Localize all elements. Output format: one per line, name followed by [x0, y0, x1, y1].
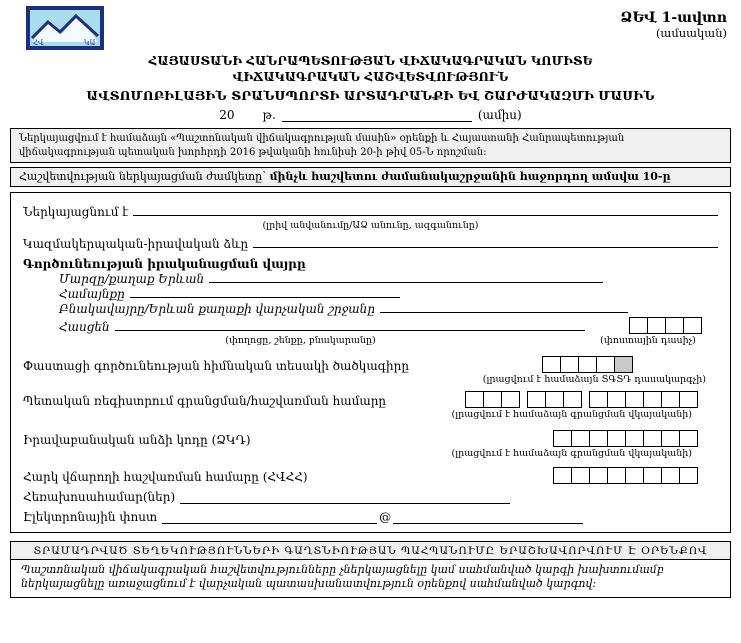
register-cells-part2 — [528, 391, 582, 408]
code-cell — [679, 467, 698, 484]
presenter-caption: (լրիվ անվանումը/ԱՁ անունը, ազգանունը) — [262, 220, 479, 231]
code-cell — [607, 430, 626, 447]
legal-form-fill-line — [253, 247, 718, 248]
code-cell — [589, 467, 608, 484]
armstat-logo-graphic — [26, 6, 104, 50]
presenter-row — [23, 205, 718, 219]
activity-code-cells — [543, 356, 633, 373]
code-cell — [483, 391, 502, 408]
legal-form-label: Կազմակերպական-իրավական ձևը — [23, 237, 249, 251]
date-line — [10, 108, 731, 122]
code-cell — [679, 391, 698, 408]
code-cell — [629, 317, 648, 334]
top-band — [10, 6, 731, 54]
code-cell — [501, 391, 520, 408]
activity-place-label: Գործունեության իրականացման վայրը — [23, 257, 306, 271]
year-suffix: թ. — [262, 108, 276, 122]
code-cell — [661, 430, 680, 447]
register-cells — [466, 391, 698, 408]
settlement-row — [23, 302, 718, 316]
code-cell — [465, 391, 484, 408]
phone-label: Հեռախոսահամար(ներ) — [23, 490, 176, 504]
main-fields-box — [10, 192, 731, 533]
confidentiality-heading: ՏՐԱՄԱԴՐՎԱԾ ՏԵՂԵԿՈՒԹՅՈՒՆՆԵՐԻ ԳԱՂՏՆԻՈՒԹՅԱՆ ՊԱՀՊԱՆՈՒՄԸ ԵՐԱՇԽԱՎՈՐՎՈՒՄ Է ՕՐԵՆՔՈՎ — [11, 542, 730, 560]
code-cell — [607, 391, 626, 408]
postal-caption: (փոստային դասիչ) — [600, 335, 696, 346]
year-prefix: 20 — [219, 108, 235, 122]
register-cells-part1 — [466, 391, 520, 408]
report-type: ՎԻՃԱԿԱԳՐԱԿԱՆ ՀԱՇՎԵՏՎՈՒԹՅՈՒՆ — [232, 70, 509, 84]
register-caption: (լրացվում է համաձայն գրանցման վկայականի) — [451, 409, 692, 420]
tin-row — [23, 467, 718, 484]
code-cell — [643, 391, 662, 408]
form-headings — [10, 54, 731, 122]
legal-form-row — [23, 237, 718, 251]
legal-basis-box — [10, 128, 731, 163]
settlement-label: Բնակավայրը/Երևան քաղաքի վարչական շրջանը — [59, 302, 375, 316]
address-caption-row — [23, 335, 718, 346]
email-local-fill-line — [162, 511, 377, 524]
entity-code-caption: (լրացվում է համաձայն գրանցման վկայականի) — [451, 448, 692, 459]
code-cell — [578, 356, 597, 373]
code-cell — [625, 467, 644, 484]
entity-code-label: Իրավաբանական անձի կոդը (ՁԿԴ) — [23, 433, 251, 447]
form-code: ՁԵՎ 1-ավտո — [620, 10, 727, 26]
deadline-label: Հաշվետվության ներկայացման ժամկետը՝ — [19, 170, 267, 183]
activity-code-caption: (լրացվում է համաձայն ՏԳՏԴ դասակարգչի) — [482, 374, 706, 385]
code-cell — [560, 356, 579, 373]
form-code-block — [620, 6, 727, 40]
email-domain-fill-line — [393, 511, 583, 524]
svg-text:ՀՎ: ՀՎ — [33, 39, 44, 47]
code-cell — [545, 391, 564, 408]
presenter-fill-line — [133, 215, 718, 216]
activity-place-row — [23, 257, 718, 271]
deadline-box — [10, 167, 731, 187]
deadline-value: մինչև հաշվետու ժամանակաշրջանին հաջորդող ամսվա 10-ը — [269, 170, 671, 183]
community-fill-line — [130, 297, 400, 298]
code-cell — [607, 467, 626, 484]
code-cell — [643, 467, 662, 484]
code-cell — [571, 467, 590, 484]
email-label: Էլեկտրոնային փոստ — [23, 510, 158, 524]
code-cell — [625, 430, 644, 447]
code-cell — [553, 467, 572, 484]
postal-code-cells — [630, 317, 702, 334]
month-fill-line — [282, 109, 472, 122]
committee-name: ՀԱՅԱՍՏԱՆԻ ՀԱՆՐԱՊԵՏՈՒԹՅԱՆ ՎԻՃԱԿԱԳՐԱԿԱՆ ԿՈՄԻՏԵ — [148, 54, 593, 68]
code-cell — [563, 391, 582, 408]
armstat-logo — [26, 6, 104, 54]
entity-code-row — [23, 430, 718, 447]
code-cell — [571, 430, 590, 447]
register-row — [23, 391, 718, 408]
phone-row — [23, 490, 718, 504]
register-label: Պետական ռեգիստրում գրանցման/հաշվառման համարը — [23, 394, 387, 408]
settlement-fill-line — [380, 312, 628, 313]
address-fill-line — [115, 330, 585, 331]
entity-code-cells — [554, 430, 698, 447]
code-cell — [661, 467, 680, 484]
region-row — [23, 272, 718, 286]
community-label: Համայնքը — [59, 287, 125, 301]
code-cell — [661, 391, 680, 408]
page-title: ԱՎՏՈՄՈԲԻԼԱՅԻՆ ՏՐԱՆՍՊՈՐՏԻ ԱՐՏԱԴՐԱՆՔԻ ԵՎ ՇԱՐԺԱԿԱԶՄԻ ՄԱՍԻՆ — [86, 88, 655, 103]
form-periodicity: (ամսական) — [655, 26, 727, 40]
email-row — [23, 510, 718, 524]
code-cell — [589, 391, 608, 408]
code-cell — [527, 391, 546, 408]
address-caption: (փողոցը, շենքը, բնակարանը) — [225, 335, 376, 346]
code-cell — [625, 391, 644, 408]
code-cell — [643, 430, 662, 447]
phone-fill-line — [180, 491, 510, 504]
svg-text:ԿԱ: ԿԱ — [84, 39, 96, 47]
email-at-sign: @ — [379, 510, 392, 524]
legal-basis-text: Ներկայացվում է համաձայն «Պաշտոնական վիճակագրության մասին» օրենքի և Հայաստանի Հանրապետության վիճակագրության պետական խորհրդի 2016 թվականի հունիսի 20-ի թիվ 05-Ն որոշման: — [19, 133, 625, 158]
code-cell — [683, 317, 702, 334]
code-cell — [647, 317, 666, 334]
presenter-label: Ներկայացնում է — [23, 205, 129, 219]
footer-box — [10, 541, 731, 598]
address-row — [23, 317, 718, 334]
register-cells-part3 — [590, 391, 698, 408]
month-label: (ամիս) — [477, 108, 522, 122]
code-cell — [665, 317, 684, 334]
code-cell — [589, 430, 608, 447]
code-cell — [553, 430, 572, 447]
tin-cells — [554, 467, 698, 484]
tin-label: Հարկ վճարողի հաշվառման համարը (ՀՎՀՀ) — [23, 470, 308, 484]
liability-text: Պաշտոնական վիճակագրական հաշվետվությունները չներկայացնելը կամ սահմանված կարգի խախտումամբ ներկայացնելը առաջացնում է վարչական պատասխանատվություն օրենքով սահմանված կարգով: — [21, 563, 664, 591]
region-fill-line — [209, 282, 603, 283]
code-cell — [614, 356, 633, 373]
code-cell — [542, 356, 561, 373]
code-cell — [679, 430, 698, 447]
community-row — [23, 287, 718, 301]
address-label: Հասցեն — [59, 320, 110, 334]
activity-code-label: Փաստացի գործունեության հիմնական տեսակի ծածկագիրը — [23, 359, 410, 373]
region-label: Մարզը/քաղաք Երևան — [59, 272, 205, 286]
activity-code-row — [23, 356, 718, 373]
code-cell — [596, 356, 615, 373]
